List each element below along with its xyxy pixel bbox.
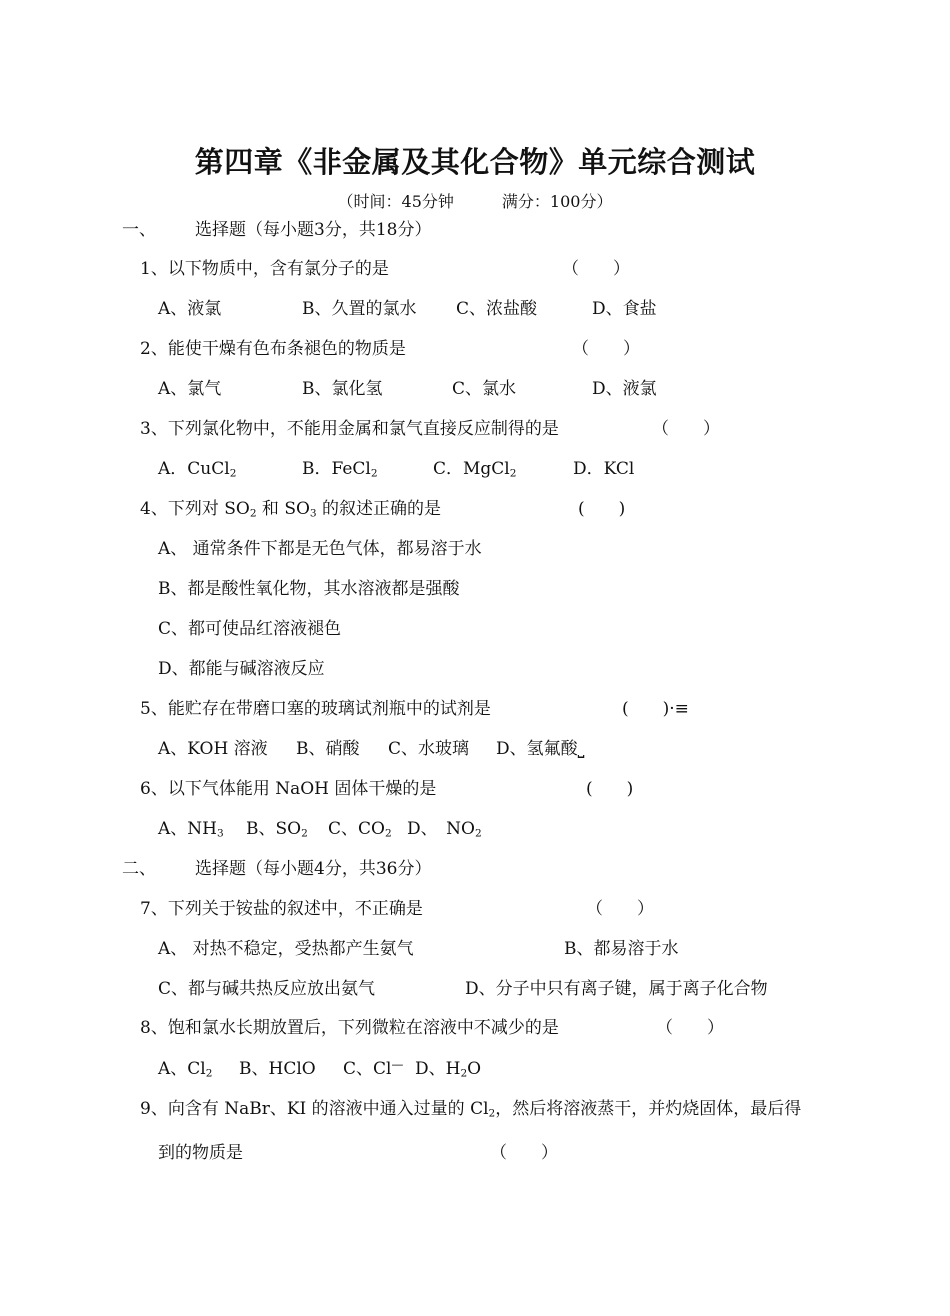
q8-option-a: A、$Cl_2$ <box>158 1059 213 1080</box>
q6-stem: 6、以下气体能用 NaOH 固体干燥的是 <box>140 779 437 799</box>
q4-answer-bracket: ( ) <box>578 499 626 519</box>
q7-option-d: D、分子中只有离子键，属于离子化合物 <box>465 979 768 999</box>
q2-option-a: A、氯气 <box>158 379 222 399</box>
q1-option-c: C、浓盐酸 <box>456 299 538 319</box>
q7-option-c: C、都与碱共热反应放出氨气 <box>158 979 376 999</box>
q9-stem-continued: 到的物质是 <box>158 1143 243 1163</box>
q9-answer-bracket: （ ） <box>490 1143 558 1163</box>
q7-stem: 7、下列关于铵盐的叙述中，不正确是 <box>140 899 423 919</box>
q5-stem: 5、能贮存在带磨口塞的玻璃试剂瓶中的试剂是 <box>140 699 491 719</box>
q6-answer-bracket: ( ) <box>586 779 634 799</box>
q7-answer-bracket: （ ） <box>586 899 654 919</box>
q8-option-d: D、$H_2O$ <box>415 1059 482 1080</box>
section1-label: 选择题（每小题3分，共18分） <box>195 220 432 240</box>
section1-number: 一、 <box>122 220 156 240</box>
q4-option-c: C、都可使品红溶液褪色 <box>158 619 342 639</box>
q1-option-b: B、久置的氯水 <box>302 299 417 319</box>
q5-option-c: C、水玻璃 <box>388 739 470 759</box>
q8-option-c: C、Cl— <box>343 1057 404 1079</box>
q5-option-d: D、氢氟酸⎵ <box>496 739 585 759</box>
q6-option-a: A、$NH_3$ <box>158 819 224 840</box>
q1-answer-bracket: （ ） <box>562 259 630 279</box>
q1-stem: 1、以下物质中，含有氯分子的是 <box>140 259 389 279</box>
section2-label: 选择题（每小题4分，共36分） <box>195 859 432 879</box>
q6-option-c: C、$CO_2$ <box>328 819 392 840</box>
q3-option-a: A．CuCl$_2$ <box>158 459 237 480</box>
q5-option-a: A、KOH 溶液 <box>158 739 268 759</box>
q9-stem: 9、向含有 NaBr、KI 的溶液中通入过量的 $Cl_2$，然后将溶液蒸干，并灼烧固体，最后得 <box>140 1099 802 1120</box>
q2-stem: 2、能使干燥有色布条褪色的物质是 <box>140 339 406 359</box>
q3-option-d: D．KCl <box>573 459 635 479</box>
q2-option-b: B、氯化氢 <box>302 379 383 399</box>
time-and-score: （时间：45分钟 满分：100分） <box>337 192 613 211</box>
q2-option-c: C、氯水 <box>452 379 517 399</box>
q4-option-d: D、都能与碱溶液反应 <box>158 659 325 679</box>
q3-stem: 3、下列氯化物中，不能用金属和氯气直接反应制得的是 <box>140 419 559 439</box>
q3-option-b: B．FeCl$_2$ <box>302 459 378 480</box>
page-title: 第四章《非金属及其化合物》单元综合测试 <box>194 145 756 179</box>
q3-option-c: C．MgCl$_2$ <box>433 459 517 480</box>
q6-option-d: D、 $NO_2$ <box>407 819 482 840</box>
q1-option-a: A、液氯 <box>158 299 222 319</box>
q6-option-b: B、$SO_2$ <box>246 819 308 840</box>
q3-answer-bracket: （ ） <box>652 419 720 439</box>
q4-option-a: A、 通常条件下都是无色气体，都易溶于水 <box>158 539 482 559</box>
q2-option-d: D、液氯 <box>592 379 657 399</box>
q7-option-b: B、都易溶于水 <box>564 939 679 959</box>
q8-option-b: B、HClO <box>239 1059 316 1079</box>
q4-stem: 4、下列对 $SO_2$ 和 $SO_3$ 的叙述正确的是 <box>140 499 442 520</box>
q5-answer-bracket: ( )·≡ <box>622 699 689 719</box>
q4-option-b: B、都是酸性氧化物，其水溶液都是强酸 <box>158 579 460 599</box>
q5-option-b: B、硝酸 <box>296 739 360 759</box>
q8-answer-bracket: （ ） <box>656 1018 724 1038</box>
q7-option-a: A、 对热不稳定，受热都产生氨气 <box>158 939 414 959</box>
section2-number: 二、 <box>122 859 156 879</box>
q2-answer-bracket: （ ） <box>572 339 640 359</box>
q1-option-d: D、食盐 <box>592 299 657 319</box>
q8-stem: 8、饱和氯水长期放置后，下列微粒在溶液中不减少的是 <box>140 1018 559 1038</box>
